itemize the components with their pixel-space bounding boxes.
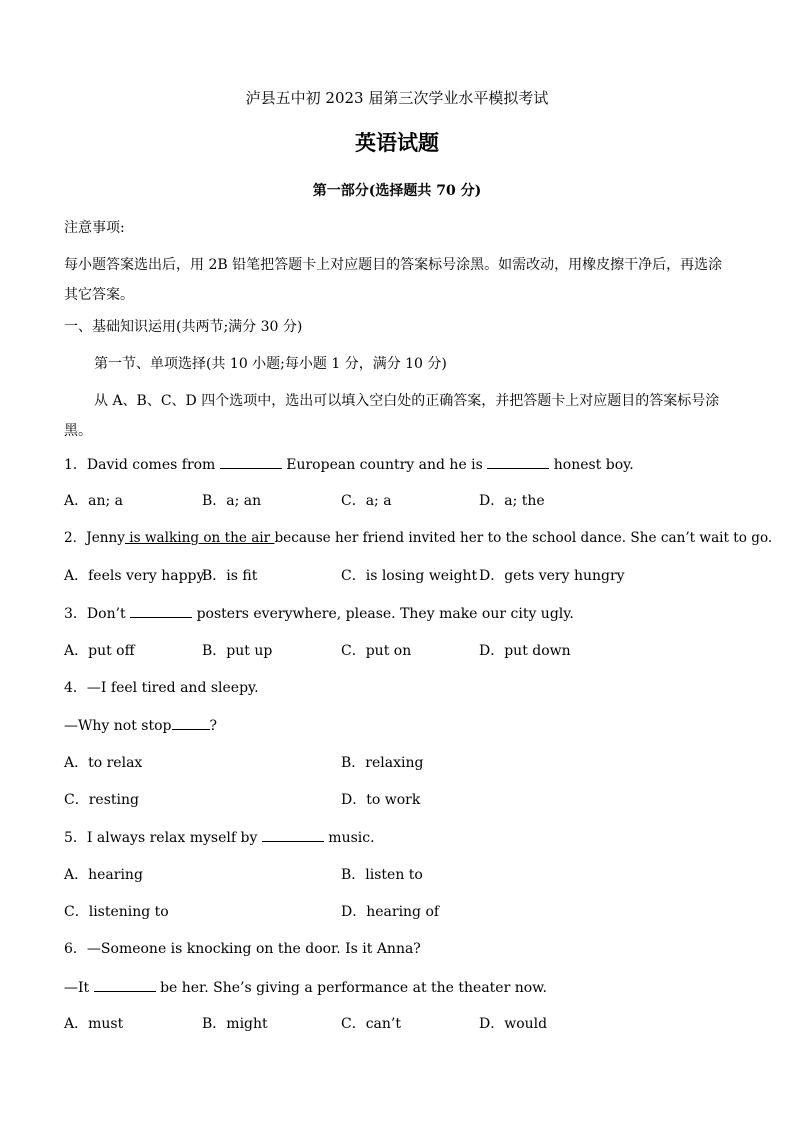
option-b: B．relaxing xyxy=(341,755,424,771)
option-c: C．put on xyxy=(341,643,412,659)
option-b: B．put up xyxy=(202,643,273,659)
stem-text: posters everywhere, please. They make our city ugly. xyxy=(196,606,574,622)
option-c: C．is losing weight xyxy=(341,568,478,584)
school-title: 泸县五中初 2023 届第三次学业水平模拟考试 xyxy=(245,89,549,107)
option-c: C．can’t xyxy=(341,1016,401,1032)
option-c: C．listening to xyxy=(64,904,169,920)
answer-blank xyxy=(172,715,210,730)
question-2-stem xyxy=(64,528,773,548)
stem-text: honest boy. xyxy=(553,457,634,473)
section-instruction: 从 A、B、C、D 四个选项中，选出可以填入空白处的正确答案，并把答题卡上对应题目的答案标号涂黑。 xyxy=(64,393,720,439)
section-title: 一、基础知识运用(共两节;满分 30 分) xyxy=(64,319,303,335)
question-number: 4． xyxy=(64,680,87,696)
question-4-line1 xyxy=(64,678,734,698)
question-number: 2． xyxy=(64,530,87,546)
option-a: A．must xyxy=(64,1016,124,1032)
question-number: 1． xyxy=(64,457,87,473)
option-b: B．a; an xyxy=(202,493,262,509)
answer-blank xyxy=(220,454,282,469)
option-d: D．hearing of xyxy=(341,904,440,920)
subject-title: 英语试题 xyxy=(355,130,439,155)
option-a: A．feels very happy xyxy=(64,568,205,584)
option-d: D．put down xyxy=(479,643,571,659)
underlined-phrase: is walking on the air xyxy=(124,530,275,546)
stem-text: European country and he is xyxy=(286,457,483,473)
question-6-line1 xyxy=(64,939,734,959)
option-b: B．listen to xyxy=(341,867,423,883)
option-a: A．put off xyxy=(64,643,135,659)
question-6-line2 xyxy=(64,977,734,998)
answer-blank xyxy=(262,827,324,842)
stem-text: be her. She’s giving a performance at the theater now. xyxy=(160,980,547,996)
question-3-stem xyxy=(64,603,734,624)
stem-text: David comes from xyxy=(86,457,216,473)
option-d: D．a; the xyxy=(479,493,545,509)
option-d: D．gets very hungry xyxy=(479,568,625,584)
option-a: A．hearing xyxy=(64,867,143,883)
option-d: D．to work xyxy=(341,792,421,808)
option-b: B．is fit xyxy=(202,568,258,584)
option-d: D．would xyxy=(479,1016,548,1032)
stem-text: music. xyxy=(328,830,375,846)
notes-text: 每小题答案选出后，用 2B 铅笔把答题卡上对应题目的答案标号涂黑。如需改动，用橡皮擦干净后，再选涂其它答案。 xyxy=(64,257,723,303)
stem-text: ? xyxy=(209,718,218,734)
option-c: C．a; a xyxy=(341,493,392,509)
option-a: A．an; a xyxy=(64,493,123,509)
option-a: A．to relax xyxy=(64,755,143,771)
stem-text: —Why not stop xyxy=(64,718,172,734)
question-5-stem xyxy=(64,827,734,848)
question-number: 6． xyxy=(64,941,87,957)
option-c: C．resting xyxy=(64,792,139,808)
stem-text: Don’t xyxy=(86,606,126,622)
notes-label: 注意事项: xyxy=(64,220,125,236)
option-b: B．might xyxy=(202,1016,268,1032)
answer-blank xyxy=(94,977,156,992)
answer-blank xyxy=(130,603,192,618)
question-number: 3． xyxy=(64,606,87,622)
stem-text: because her friend invited her to the school dance. She can’t wait to go. xyxy=(274,530,773,546)
stem-text: —Someone is knocking on the door. Is it Anna? xyxy=(86,941,421,957)
question-1-stem xyxy=(64,454,734,475)
section-subtitle: 第一节、单项选择(共 10 小题;每小题 1 分，满分 10 分) xyxy=(94,356,447,372)
stem-text: Jenny xyxy=(86,530,125,546)
stem-text: —I feel tired and sleepy. xyxy=(86,680,259,696)
answer-blank xyxy=(487,454,549,469)
part-title: 第一部分(选择题共 70 分) xyxy=(312,183,482,199)
stem-text: —It xyxy=(64,980,90,996)
question-4-line2 xyxy=(64,715,734,736)
question-number: 5． xyxy=(64,830,87,846)
stem-text: I always relax myself by xyxy=(86,830,258,846)
